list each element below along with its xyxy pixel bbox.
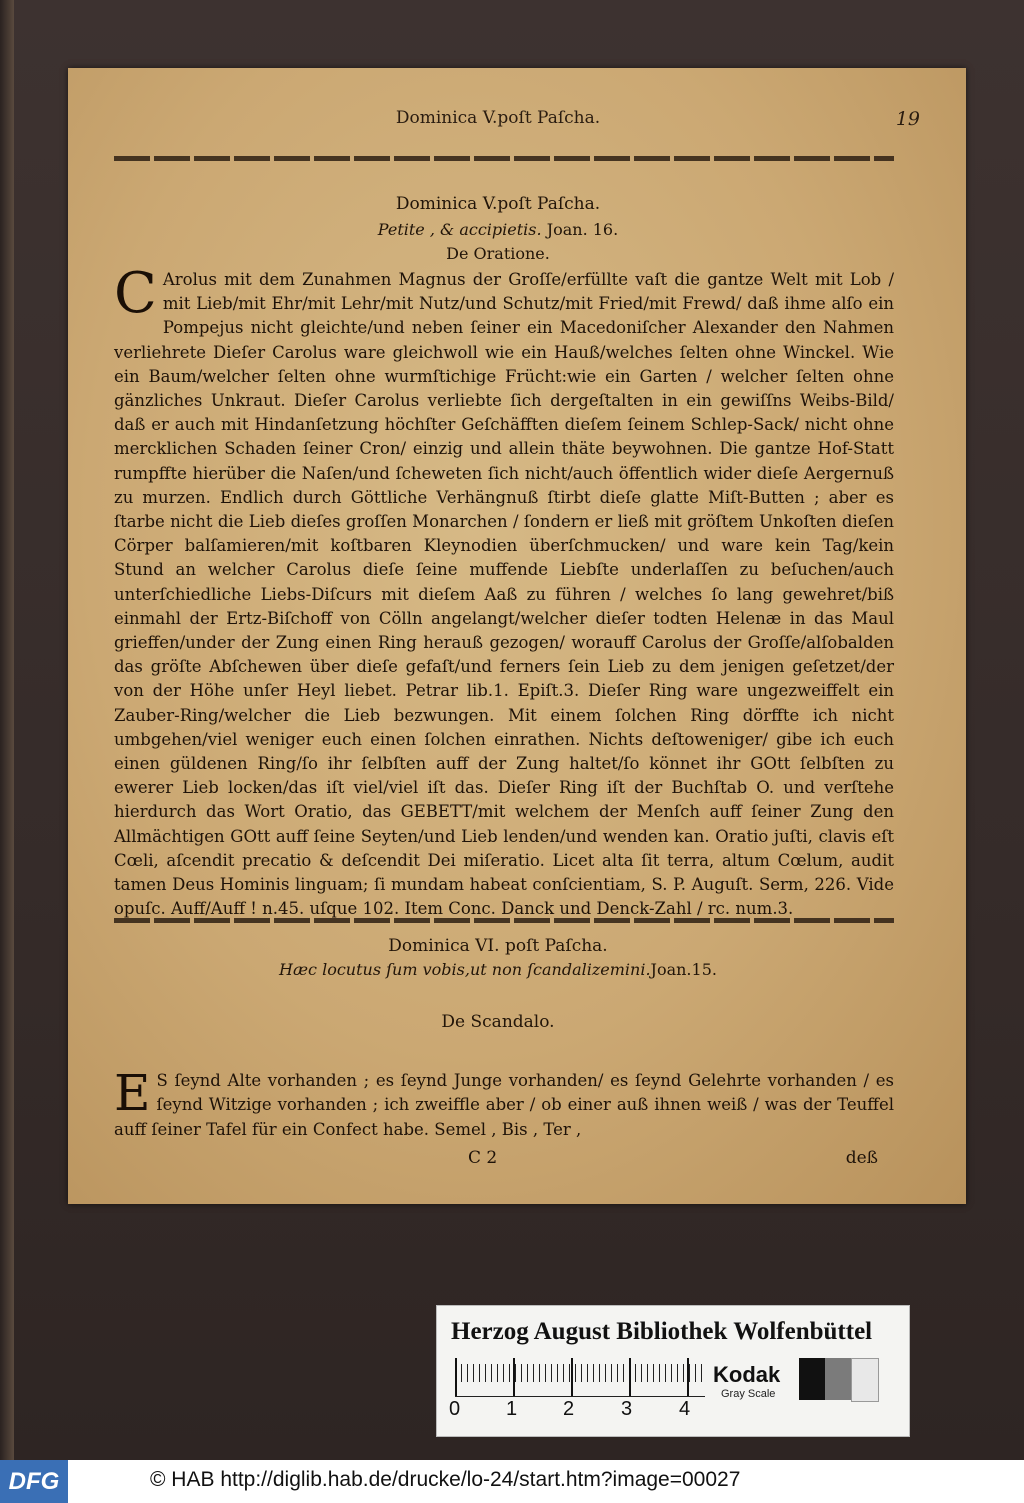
book-page (68, 68, 966, 1204)
ruler-label: 1 (506, 1398, 518, 1420)
ruler-label: 2 (563, 1398, 575, 1420)
ruler-label: 0 (449, 1398, 461, 1420)
footer-bar (0, 1460, 1024, 1503)
section2-body (114, 1052, 894, 1159)
section2-verse-latin: Hæc locutus ſum vobis,ut non ſcandalizemini. (279, 960, 651, 979)
section2-verse-ref: Joan.15. (650, 960, 717, 979)
section1-body (114, 261, 894, 921)
section1-verse-latin: Petite , & accipietis. (377, 220, 542, 239)
ruler-label: 4 (679, 1398, 691, 1420)
copyright-url[interactable]: © HAB http://diglib.hab.de/drucke/lo-24/start.htm?image=00027 (150, 1468, 741, 1491)
signature-mark: C 2 (468, 1148, 498, 1168)
page-number: 19 (895, 108, 920, 130)
section1-drop-cap: C (114, 261, 157, 326)
dfg-logo: DFG (0, 1460, 68, 1503)
section1-heading: Dominica V.poſt Paſcha. (395, 194, 601, 214)
section2-drop-cap: E (114, 1063, 151, 1122)
kodak-logo: Kodak (713, 1362, 781, 1387)
section2-paragraph: S ſeynd Alte vorhanden ; es ſeynd Junge vorhanden/ es ſeynd Gelehrte vorhanden / es ſeynd Witzige vorhanden ; ich zweiffle aber / ob einer auß ihnen weiß / was der Teuffel auff ſeiner Tafel für ein Confect habe. Semel , Bis , Ter , (114, 1070, 894, 1139)
library-name: Herzog August Bibliothek Wolfenbüttel (451, 1318, 873, 1345)
section2-heading: Dominica VI. poſt Paſcha. (388, 936, 608, 956)
ruler-major-ticks (455, 1358, 705, 1396)
running-head: Dominica V.poſt Paſcha. (395, 108, 601, 128)
section1-topic: De Oratione. (446, 244, 550, 263)
section1-paragraph: Arolus mit dem Zunahmen Magnus der Groſſe/erfüllte vaſt die gantze Welt mit Lob / mit Lieb/mit Ehr/mit Lehr/mit Nutz/und Schutz/mit Fried/mit Frewd/ daß ihme alſo ein Pompejus nicht gleichte/und neben ſeiner ein Macedoniſcher Alexander den Nahmen verliehrete Dieſer Carolus ware gleichwoll wie ein Hauß/welches ſelten ohne Winckel. Wie ein Baum/welcher ſelten ohne wurmſtichige Frücht:wie ein Garten / welcher ſelten ohne gänzliches Unkraut. Dieſer Carolus verliebte ſich dergeſtalten in ein gewiſſns Weibs-Bild/ daß er auch mit Hindanſetzung höchſter Geſchäfften dieſem ſeinem Schlep-Sack/ nicht ohne mercklichen Schaden ſeiner Cron/ einzig und allein thäte beywohnen. Die gantze Hof-Statt rumpffte hierüber die Naſen/und ſcheweten ſich nicht/auch öffentlich wider dieſe Aergernuß zu murzen. Endlich durch Göttliche Verhängnuß ſtirbt dieſe glatte Miſt-Butten ; aber es ſtarbe nicht die Lieb dieſes groſſen Monarchen / ſondern er ließ mit gröſtem Unkoſten dieſen Cörper balſamieren/mit koſtbaren Kleynodien überſchmucken/ und ware kein Tag/kein Stund an welcher Carolus dieſe ſeine muffende Liebſte underlaſſen zu beſuchen/auch unterſchiedliche Liebs-Diſcurs mit dieſem Aaß zu führen / welches ſo lang gewehret/biß einmahl der Ertz-Biſchoff von Cölln angelangt/welcher dieſer todten Helenæ in das Maul grieffen/under der Zung einen Ring herauß gezogen/ worauff Carolus der Groſſe/alſobalden das gröſte Abſchewen über dieſe gefaſt/und ferners ſein Lieb zu dem jenigen geſetzet/der von der Höhe unſer Heyl liebet. Petrar lib.1. Epiſt.3. Dieſer Ring ware ungezweiffelt ein Zauber-Ring/welcher die Lieb bezwungen. Mit einem ſolchen Ring dörffte ich nicht umbgehen/viel weniger euch einen ſolchen einrathen. Nichts deſtoweniger/ gibe ich euch einen güldenen Ring/ſo ihr ſelbſten auff der Zung haltet/ſo könnet ihr GOtt ſelbſten zu ewerer Lieb locken/das iſt viel/viel iſt das. Dieſer Ring iſt der Buchſtab O. und verſtehe hierdurch das Wort Oratio, das GEBETT/mit welchem der Menſch auff ſeiner Zung den Allmächtigen GOtt auff ſeine Seyten/und Lieb lenden/und wenden kan. Oratio juſti, clavis eſt Cœli, aſcendit precatio & deſcendit Dei miſeratio. Licet alta ſit terra, altum Cœlum, audit tamen Deus Hominis linguam; ſi mundam habeat conſcientiam, S. P. Auguſt. Serm, 226. Vide opuſc. Auff/Auff ! n.45. uſque 102. Item Conc. Danck und Denck-Zahl / rc. num.3. (114, 270, 894, 919)
section1-verse-ref: Joan. 16. (546, 220, 619, 239)
ornamental-rule-mid (114, 918, 894, 923)
gray-swatch-mid (825, 1358, 851, 1400)
gray-swatch-white (851, 1358, 879, 1402)
catchword: deß (845, 1148, 878, 1168)
gray-scale-label: Gray Scale (721, 1388, 776, 1400)
ruler-labels (449, 1398, 709, 1422)
color-scale-card (436, 1305, 910, 1437)
gray-swatch-black (799, 1358, 825, 1400)
section2-topic: De Scandalo. (441, 1012, 555, 1032)
ornamental-rule-top (114, 156, 894, 161)
ruler-label: 3 (621, 1398, 633, 1420)
section1-verse (108, 220, 888, 239)
adjacent-page-edge (0, 0, 14, 1460)
section2-verse (108, 960, 888, 979)
